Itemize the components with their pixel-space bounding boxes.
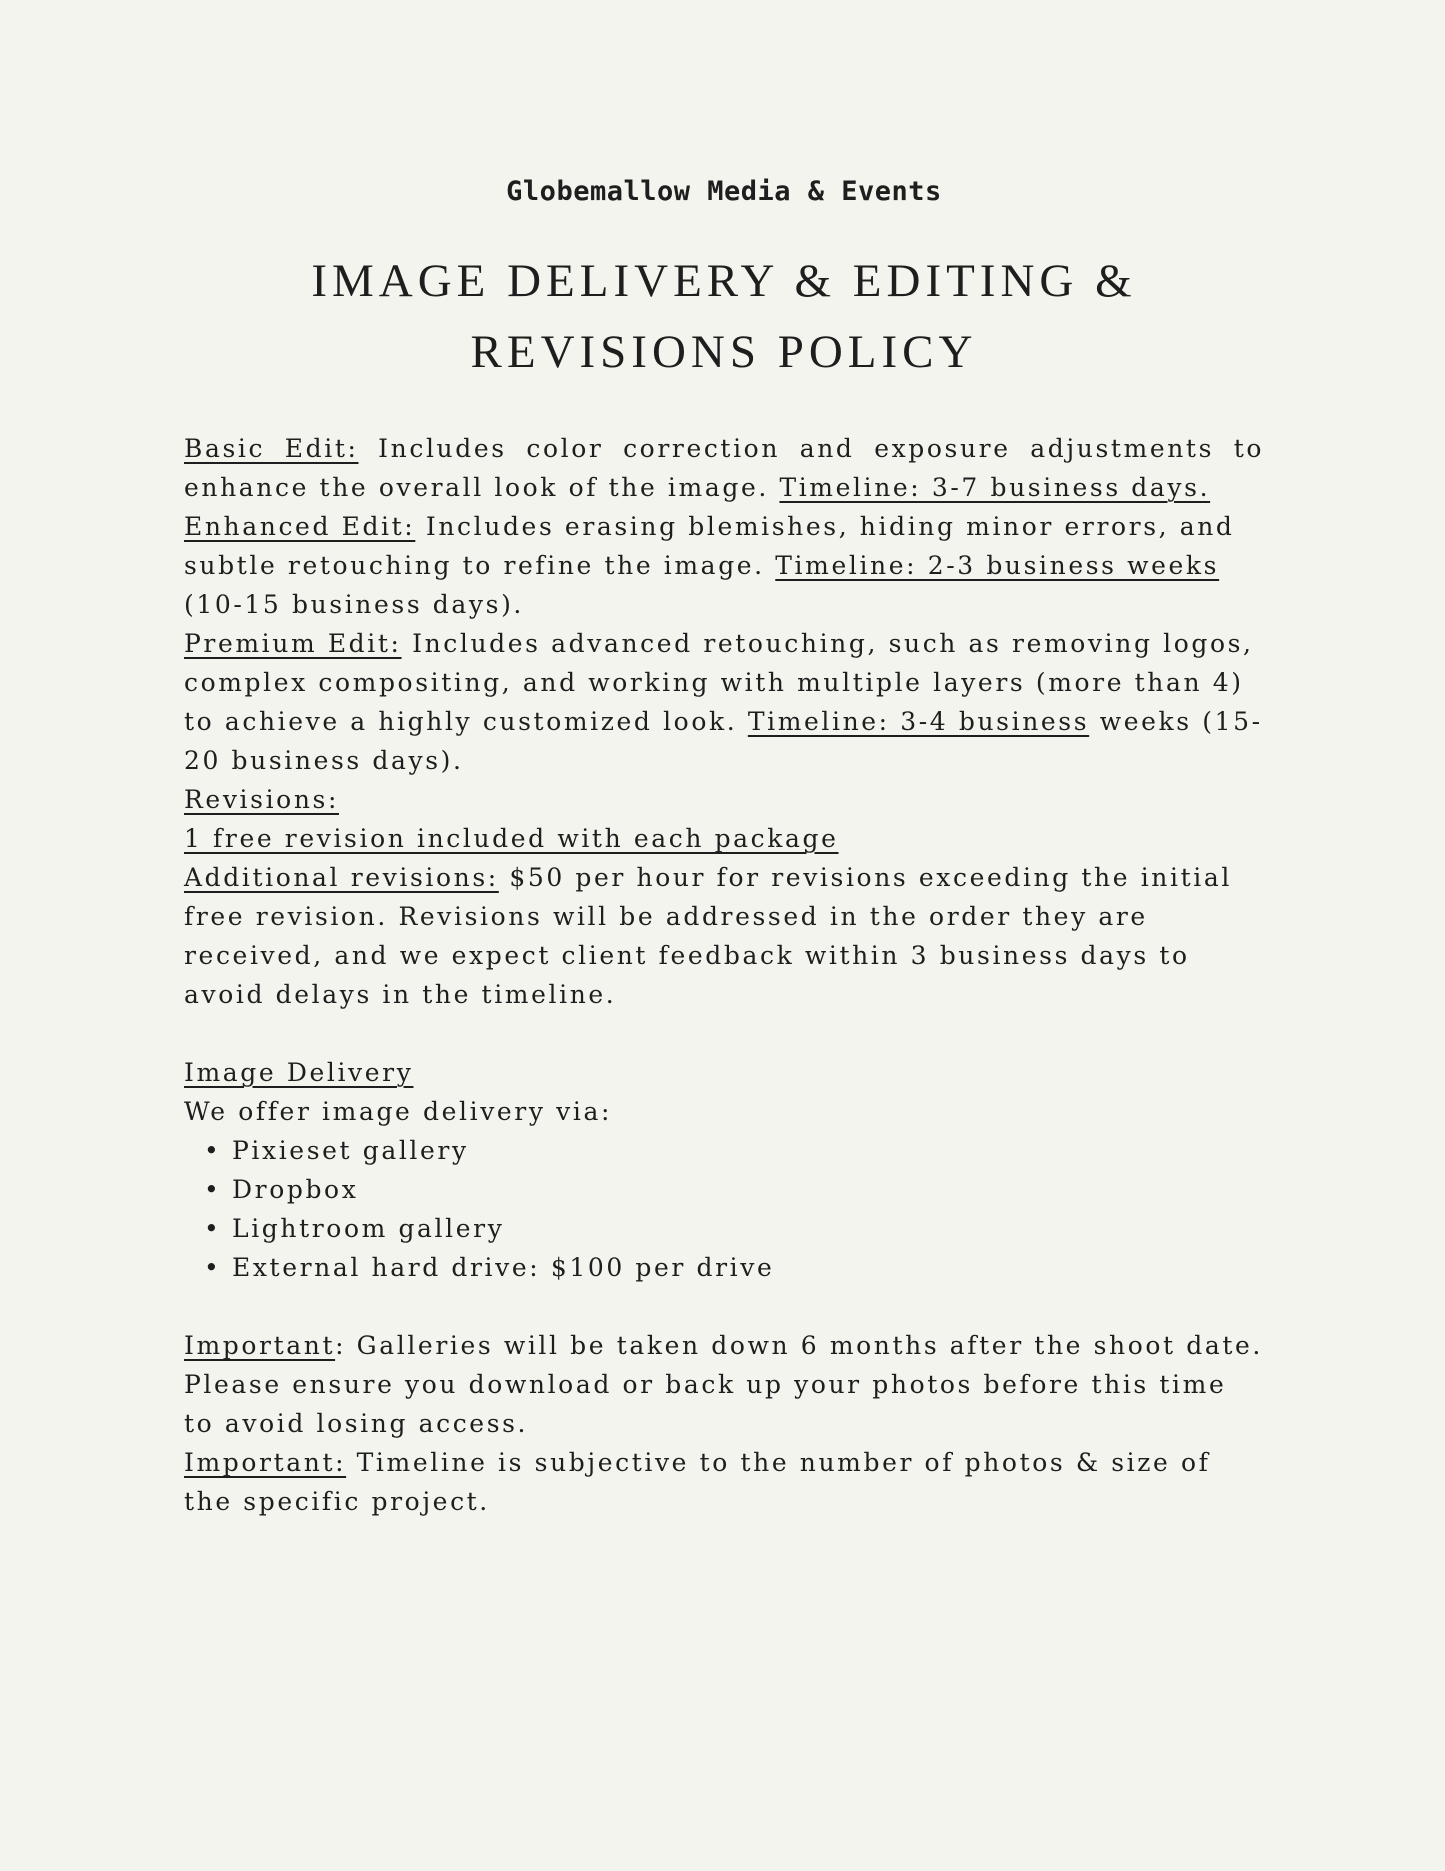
bullet-icon: • [204,1136,222,1165]
title-line-2: REVISIONS POLICY [470,326,978,378]
enhanced-edit-text: Includes erasing blemishes, hiding minor errors, and subtle retouching to refine the image. [184,512,1235,580]
enhanced-edit-after: (10-15 business days). [184,590,524,619]
bullet-icon: • [204,1175,222,1204]
delivery-option: External hard drive: $100 per drive [232,1253,775,1282]
additional-revisions-text: $50 per hour for revisions exceeding the initial free revision. Revisions will be addressed in the order they are received, and we expect client feedback within 3 business days to avoid delays in the timeline. [184,863,1232,1009]
free-revision-note: 1 free revision included with each package [184,824,839,853]
delivery-options-list [184,1131,1264,1287]
image-delivery-intro: We offer image delivery via: [184,1097,612,1126]
delivery-option: Pixieset gallery [232,1136,469,1165]
image-delivery-heading: Image Delivery [184,1058,414,1087]
list-item [198,1209,1264,1248]
delivery-option: Dropbox [232,1175,359,1204]
enhanced-edit-label: Enhanced Edit: [184,512,416,541]
title-line-1: IMAGE DELIVERY & EDITING & [311,255,1137,307]
important-timeline-text: Timeline is subjective to the number of photos & size of the specific project. [184,1448,1211,1516]
image-delivery-section [184,1053,1264,1287]
company-name: Globemallow Media & Events [506,176,942,207]
page-title [184,246,1264,388]
basic-edit-text: Includes color correction and exposure adjustments to enhance the overall look of the image. [184,434,1264,502]
premium-edit-timeline: Timeline: 3-4 business [747,707,1090,736]
basic-edit-timeline: Timeline: 3-7 business days. [779,473,1211,502]
premium-edit-after: weeks (15-20 business days). [184,707,1263,775]
important-label: Important: [184,1448,347,1477]
important-gallery-note [184,1326,1264,1443]
important-timeline-note [184,1443,1264,1521]
premium-edit-label: Premium Edit: [184,629,402,658]
premium-edit-section [184,624,1264,780]
revisions-heading: Revisions: [184,785,339,814]
list-item [198,1248,1264,1287]
policy-content [184,429,1264,1521]
list-item [198,1131,1264,1170]
list-item [198,1170,1264,1209]
bullet-icon: • [204,1253,222,1282]
bullet-icon: • [204,1214,222,1243]
important-label: Important [184,1331,336,1360]
enhanced-edit-section [184,507,1264,624]
additional-revisions-label: Additional revisions: [184,863,499,892]
basic-edit-label: Basic Edit: [184,434,359,463]
delivery-option: Lightroom gallery [232,1214,505,1243]
basic-edit-section [184,429,1264,507]
enhanced-edit-timeline: Timeline: 2-3 business weeks [775,551,1220,580]
important-gallery-text: : Galleries will be taken down 6 months after the shoot date. Please ensure you download or back up your photos before this time to avoid losing access. [184,1331,1263,1438]
revisions-section [184,780,1264,1014]
premium-edit-text: Includes advanced retouching, such as removing logos, complex compositing, and working with multiple layers (more than 4) to achieve a highly customized look. [184,629,1254,736]
